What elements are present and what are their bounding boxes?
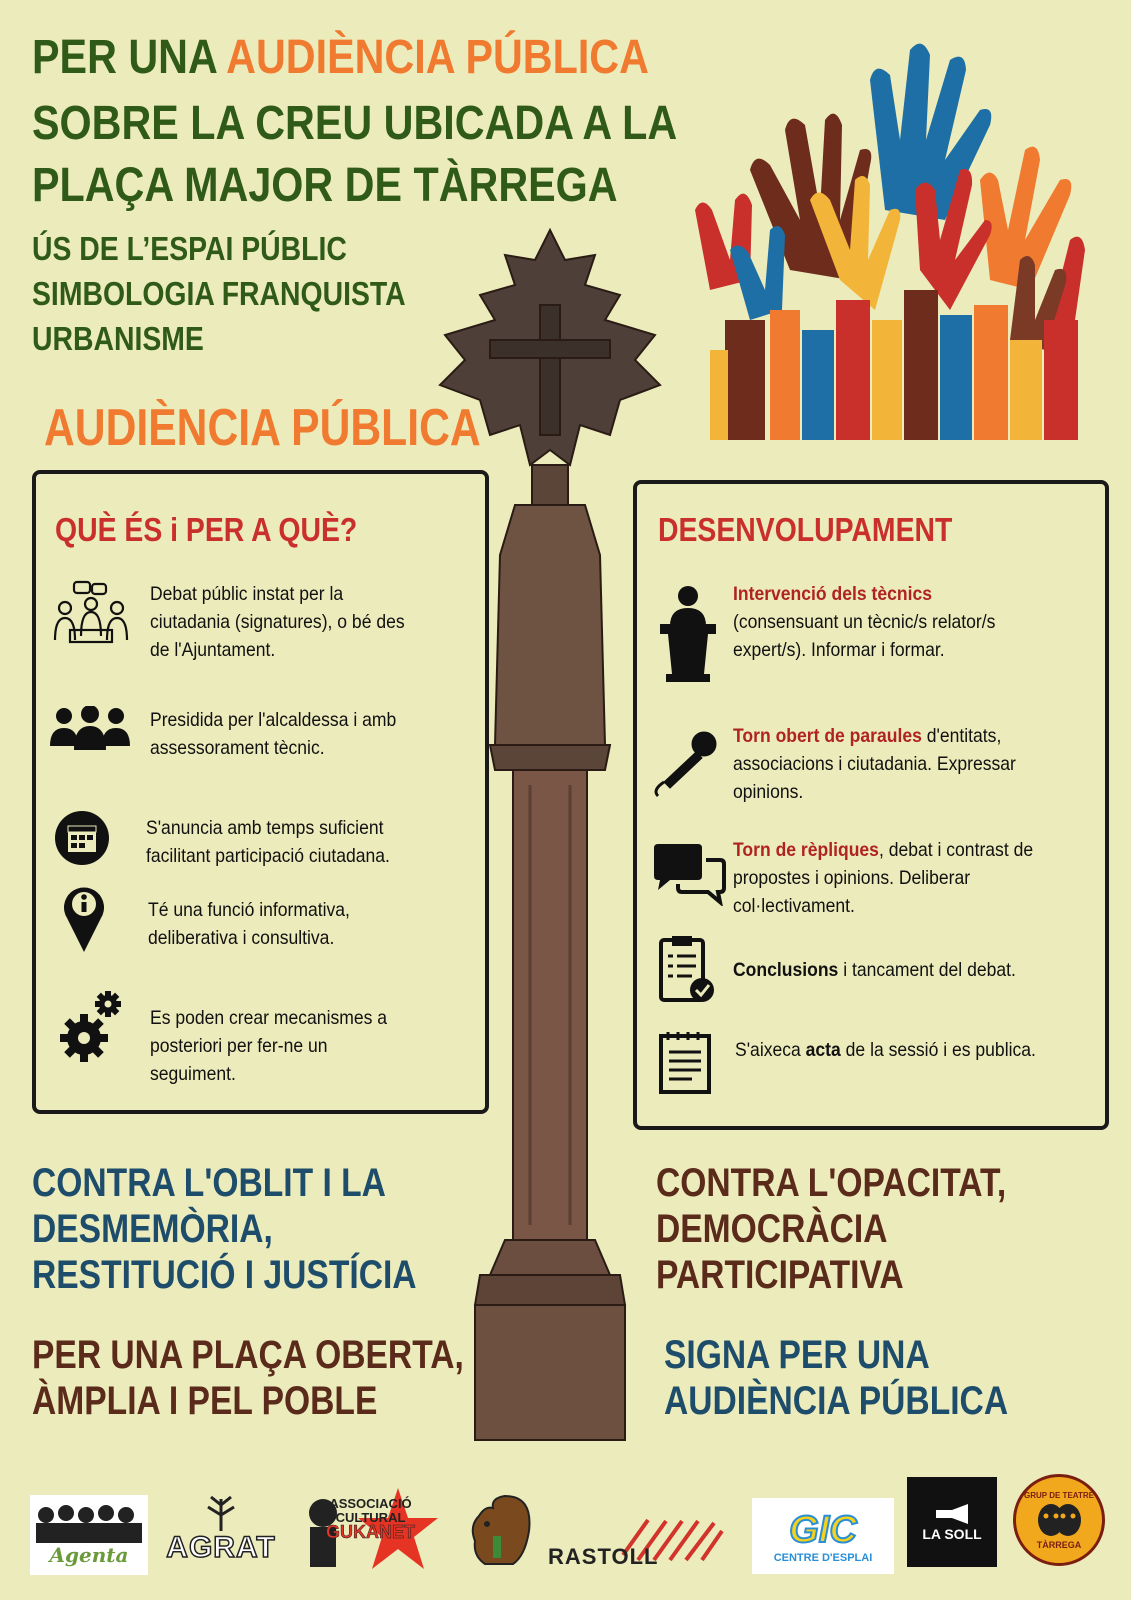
right-item-1-text: (consensuant un tècnic/s relator/s expert/s). Informar i formar. bbox=[733, 611, 996, 661]
gukanet-line-3: GUKANET bbox=[326, 1522, 415, 1542]
logo-agrat bbox=[160, 1490, 282, 1570]
right-item-2 bbox=[733, 722, 1057, 806]
slogan-opacitat-line-1: CONTRA L'OPACITAT, bbox=[656, 1161, 1007, 1205]
gic-logo-subtext: CENTRE D'ESPLAI bbox=[773, 1551, 873, 1564]
gears-icon bbox=[60, 990, 126, 1064]
checklist-icon bbox=[658, 934, 716, 1004]
slogan-signa-line-1: SIGNA PER UNA bbox=[664, 1333, 930, 1377]
slogan-placa-line-2: ÀMPLIA I PEL POBLE bbox=[32, 1379, 378, 1423]
teatre-logo-text-bottom: TÀRREGA bbox=[1036, 1539, 1082, 1550]
right-item-5-text: de la sessió i es publica. bbox=[840, 1039, 1036, 1061]
logo-teatre bbox=[1013, 1474, 1105, 1566]
logo-gukanet bbox=[298, 1483, 440, 1575]
right-item-4-text: i tancament del debat. bbox=[838, 959, 1016, 981]
agrat-logo-text: AGRAT bbox=[166, 1531, 276, 1564]
logo-rastoll bbox=[548, 1515, 726, 1575]
title-line-2: SOBRE LA CREU UBICADA A LA bbox=[32, 97, 678, 150]
slogan-opacitat-line-3: PARTICIPATIVA bbox=[656, 1253, 904, 1297]
agenta-logo-text: Agenta bbox=[49, 1543, 129, 1567]
raised-hands-illustration bbox=[690, 20, 1110, 450]
right-item-5 bbox=[735, 1036, 1041, 1064]
title-line-3: PLAÇA MAJOR DE TÀRREGA bbox=[32, 159, 618, 212]
logo-gic bbox=[752, 1498, 894, 1574]
right-item-2-text: d'entitats, associacions i ciutadania. Expressar opinions. bbox=[733, 725, 1016, 803]
info-pin-icon bbox=[62, 882, 106, 954]
slogan-oblit-line-1: CONTRA L'OBLIT I LA bbox=[32, 1161, 386, 1205]
slogan-opacitat bbox=[656, 1160, 1006, 1298]
slogan-placa bbox=[32, 1332, 464, 1424]
squirrel-logo-icon bbox=[455, 1486, 535, 1576]
left-item-1: Debat públic instat per la ciutadania (signatures), o bé des de l'Ajuntament. bbox=[150, 583, 405, 661]
slogan-placa-line-1: PER UNA PLAÇA OBERTA, bbox=[32, 1333, 464, 1377]
right-item-3-text: , debat i contrast de propostes i opinions. Deliberar col·lectivament. bbox=[733, 839, 1034, 917]
left-item-2: Presidida per l'alcaldessa i amb assessorament tècnic. bbox=[150, 709, 397, 759]
chat-icon bbox=[650, 842, 726, 906]
slogan-opacitat-line-2: DEMOCRÀCIA bbox=[656, 1207, 888, 1251]
speaker-podium-icon bbox=[658, 584, 718, 684]
left-item-3: S'anuncia amb temps suficient facilitant participació ciutadana. bbox=[146, 817, 390, 867]
slogan-oblit-line-2: DESMEMÒRIA, bbox=[32, 1207, 273, 1251]
topic-1: ÚS DE L’ESPAI PÚBLIC bbox=[32, 230, 347, 267]
group-icon bbox=[48, 706, 132, 752]
logo-agenta bbox=[30, 1495, 148, 1575]
right-item-5-pre: S'aixeca bbox=[735, 1039, 806, 1061]
gukanet-line-1: ASSOCIACIÓ bbox=[329, 1496, 412, 1511]
theatre-masks-icon bbox=[1034, 1500, 1084, 1540]
right-item-4 bbox=[733, 956, 1066, 984]
right-item-1-highlight: Intervenció dels tècnics bbox=[733, 583, 932, 605]
rastoll-logo-text: RASTOLL bbox=[548, 1544, 659, 1569]
gic-logo-text: GIC bbox=[789, 1508, 857, 1551]
right-item-4-highlight: Conclusions bbox=[733, 959, 839, 981]
title-prefix: PER UNA bbox=[32, 31, 227, 84]
gukanet-text bbox=[326, 1496, 415, 1542]
title-highlight: AUDIÈNCIA PÚBLICA bbox=[226, 31, 649, 84]
microphone-icon bbox=[650, 730, 720, 800]
slogan-signa-line-2: AUDIÈNCIA PÚBLICA bbox=[664, 1379, 1009, 1423]
title-line-1 bbox=[32, 30, 649, 85]
megaphone-icon bbox=[932, 1502, 972, 1526]
desenvolupament-title: DESENVOLUPAMENT bbox=[658, 511, 953, 548]
right-item-5-highlight: acta bbox=[805, 1039, 841, 1061]
agenta-figures-icon bbox=[34, 1503, 144, 1543]
slogan-signa bbox=[664, 1332, 1008, 1424]
slogan-oblit bbox=[32, 1160, 417, 1298]
right-item-3-highlight: Torn de rèpliques bbox=[733, 839, 879, 861]
document-icon bbox=[658, 1030, 714, 1096]
agrat-wheat-icon bbox=[196, 1495, 246, 1531]
gukanet-line-2: CULTURAL bbox=[335, 1510, 406, 1525]
left-item-5: Es poden crear mecanismes a posteriori per fer-ne un seguiment. bbox=[150, 1007, 388, 1085]
teatre-logo-text-top: GRUP DE TEATRE bbox=[1024, 1490, 1094, 1500]
right-item-3 bbox=[733, 836, 1066, 920]
lasoll-logo-text: LA SOLL bbox=[922, 1526, 982, 1542]
logo-lasoll bbox=[907, 1477, 997, 1567]
meeting-icon bbox=[52, 580, 130, 650]
audiencia-heading: AUDIÈNCIA PÚBLICA bbox=[44, 399, 481, 457]
left-item-4: Té una funció informativa, deliberativa i consultiva. bbox=[148, 899, 350, 949]
topic-2: SIMBOLOGIA FRANQUISTA bbox=[32, 275, 406, 312]
right-item-2-highlight: Torn obert de paraules bbox=[733, 725, 922, 747]
topic-3: URBANISME bbox=[32, 320, 204, 357]
slogan-oblit-line-3: RESTITUCIÓ I JUSTÍCIA bbox=[32, 1253, 417, 1297]
calendar-icon bbox=[54, 810, 110, 866]
right-item-1 bbox=[733, 580, 1057, 664]
que-es-title: QUÈ ÉS i PER A QUÈ? bbox=[55, 511, 358, 548]
